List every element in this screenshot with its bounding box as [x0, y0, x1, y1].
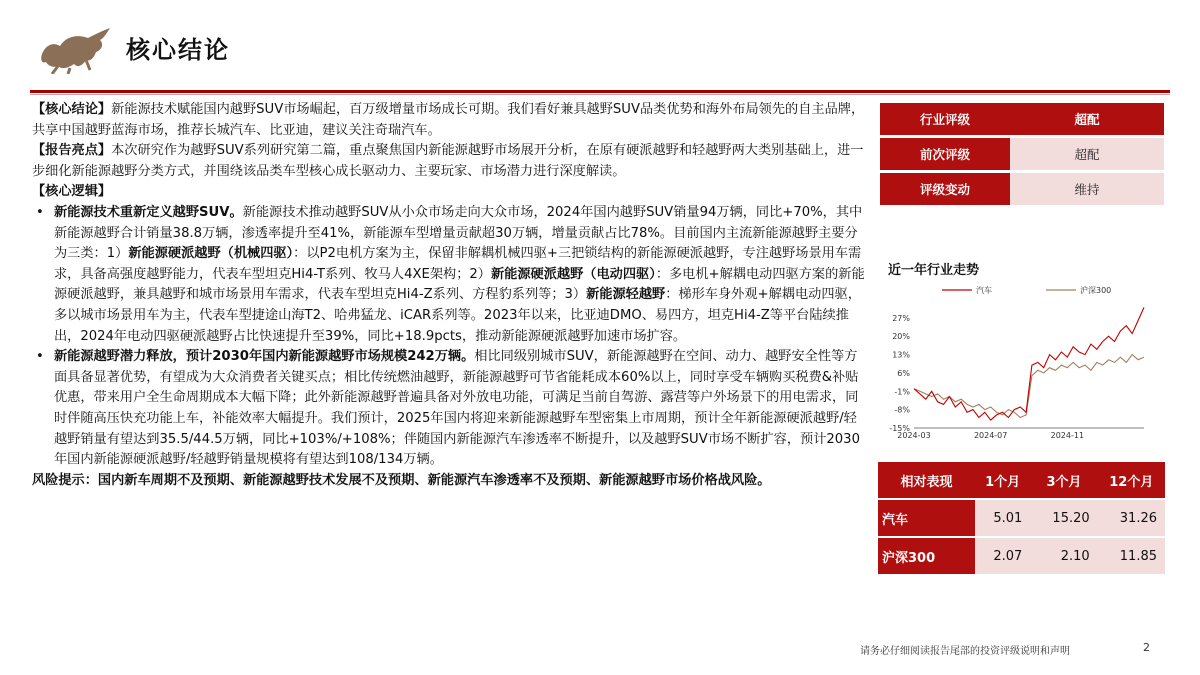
- y-tick-label: 13%: [892, 350, 910, 360]
- perf-cell: 31.26: [1098, 499, 1165, 537]
- x-tick-label: 2024-07: [973, 431, 1008, 440]
- bullet-item-2: [32, 347, 866, 471]
- header-divider: [30, 90, 1170, 93]
- bullet-item-1: [32, 203, 866, 347]
- rating-table: [880, 100, 1164, 208]
- bullet-dot-icon: •: [36, 204, 44, 220]
- bullet1-text-2: ：以P2电机方案为主，保留非解耦机械四驱+三把锁结构的新能源硬派越野，专注越野场景用车需求，具备高强度越野能力，代表车型坦克Hi4-T系列、牧马人4XE架构；2）: [54, 246, 862, 282]
- rating-row: [880, 103, 1164, 135]
- rating-key: 前次评级: [880, 138, 1010, 170]
- highlights-text: 本次研究作为越野SUV系列研究第二篇，重点聚焦国内新能源越野市场展开分析，在原有硬派越野和轻越野两大类别基础上，进一步细化新能源越野分类方式，并围绕该品类车型核心成长驱动力、主要玩家、市场潜力进行深度解读。: [32, 143, 864, 179]
- bull-logo-icon: [38, 24, 114, 74]
- y-tick-label: 6%: [897, 368, 910, 378]
- header-divider-thin: [30, 94, 1170, 95]
- core-conclusion-label: 【核心结论】: [32, 102, 112, 117]
- y-tick-label: 20%: [892, 332, 910, 342]
- bullet1-text-3: ：多电机+解耦电动四驱方案的新能源硬派越野，兼具越野和城市场景用车需求，代表车型坦克Hi4-Z系列、方程豹系列等；3）: [54, 266, 865, 303]
- y-tick-label: -15%: [889, 424, 910, 433]
- legend-label: 沪深300: [1080, 286, 1112, 295]
- perf-cell: 5.01: [975, 499, 1030, 537]
- bullet-dot-icon: •: [36, 349, 44, 365]
- perf-cell: 2.07: [975, 537, 1030, 575]
- highlights-label: 【报告亮点】: [32, 143, 112, 159]
- perf-header-row: [878, 462, 1165, 499]
- bullet2-text: 相比同级别城市SUV，新能源越野在空间、动力、越野安全性等方面具备显著优势，有望成为大众消费者关键买点；相比传统燃油越野，新能源越野可节省能耗成本60%以上，同时享受车辆购买税费&补贴优惠，带来用户全生命周期成本大幅下降；此外新能源越野普遍具备对外放电功能，可满足当前自驾游、露营等户外场景下的用电需求，同时伴随高压快充功能上车，补能效率大幅提升。我们预计，2025年国内将迎来新能源越野车型密集上市周期，预计全年新能源硬派越野/轻越野销量有望达到35.5/44.5万辆，同比+103%/+108%；伴随国内新能源汽车渗透率不断提升，以及越野SUV市场不断扩容，预计2030年国内新能源硬派越野/轻越野销量规模将有望达到108/134万辆。: [54, 349, 860, 468]
- bullet2-lead: 新能源越野潜力释放，预计2030年国内新能源越野市场规模242万辆。: [54, 349, 475, 365]
- page-header: [0, 0, 1200, 92]
- rating-key: 行业评级: [880, 103, 1010, 135]
- perf-header-cell: 1个月: [975, 462, 1030, 499]
- y-tick-label: -8%: [894, 405, 910, 415]
- chart-title: 近一年行业走势: [888, 263, 980, 278]
- perf-row-label: 汽车: [878, 499, 975, 537]
- risk-warning: 风险提示：国内新车周期不及预期、新能源越野技术发展不及预期、新能源汽车渗透率不及预期、新能源越野市场价格战风险。: [32, 472, 771, 488]
- bullet1-bold-1: 新能源硬派越野（机械四驱）: [128, 246, 294, 262]
- relative-performance-table: [878, 462, 1165, 576]
- bullet1-text-1: 新能源技术推动越野SUV从小众市场走向大众市场，2024年国内越野SUV销量94万辆，同比+70%，其中新能源越野合计销量38.8万辆，渗透率提升至41%，新能源车型增量贡献超30万辆，增量贡献占比78%。目前国内主流新能源越野主要分为三类：1）: [54, 204, 863, 262]
- bullet1-bold-2: 新能源硬派越野（电动四驱）: [490, 266, 656, 282]
- series-line-auto: [914, 307, 1144, 420]
- rating-key: 评级变动: [880, 173, 1010, 205]
- industry-trend-chart: [880, 278, 1170, 448]
- page-number: 2: [1143, 641, 1150, 654]
- perf-row: [878, 499, 1165, 537]
- legend-label: 汽车: [976, 286, 992, 295]
- bullet1-bold-3: 新能源轻越野: [586, 287, 666, 303]
- perf-cell: 15.20: [1030, 499, 1097, 537]
- core-conclusion-paragraph: [32, 100, 866, 141]
- perf-row-label: 沪深300: [878, 537, 975, 575]
- core-logic-label: 【核心逻辑】: [32, 184, 112, 200]
- rating-row: [880, 138, 1164, 170]
- disclaimer-footnote: 请务必仔细阅读报告尾部的投资评级说明和声明: [860, 646, 1070, 657]
- bullet1-lead: 新能源技术重新定义越野SUV。: [54, 204, 243, 220]
- perf-row: [878, 537, 1165, 575]
- perf-header-cell: 12个月: [1098, 462, 1165, 499]
- rating-row: [880, 173, 1164, 205]
- highlights-paragraph: [32, 141, 866, 182]
- rating-value: 维持: [1010, 173, 1164, 205]
- rating-value: 超配: [1010, 138, 1164, 170]
- page-title: 核心结论: [126, 36, 230, 64]
- core-conclusion-text: 新能源技术赋能国内越野SUV市场崛起，百万级增量市场成长可期。我们看好兼具越野SUV品类优势和海外布局领先的自主品牌，共享中国越野蓝海市场，推荐长城汽车、比亚迪，建议关注奇瑞汽车。: [32, 102, 865, 138]
- perf-cell: 2.10: [1030, 537, 1097, 575]
- perf-cell: 11.85: [1098, 537, 1165, 575]
- bullet1-text-4: ：梯形车身外观+解耦电动四驱，多以城市场景用车为主，代表车型捷途山海T2、哈弗猛龙、iCAR系列等。2023年以来，比亚迪DMO、易四方，坦克Hi4-Z等平台陆续推出，2024年电动四驱硬派越野占比快速提升至39%，同比+18.9pcts，推动新能源硬派越野加速市场扩容。: [54, 287, 861, 344]
- x-tick-label: 2024-03: [897, 431, 931, 440]
- main-text: [32, 100, 866, 491]
- x-tick-label: 2024-11: [1050, 431, 1085, 440]
- perf-header-cell: 3个月: [1030, 462, 1097, 499]
- rating-value: 超配: [1010, 103, 1164, 135]
- y-tick-label: 27%: [892, 313, 910, 323]
- perf-header-cell: 相对表现: [878, 462, 975, 499]
- y-tick-label: -1%: [894, 387, 910, 397]
